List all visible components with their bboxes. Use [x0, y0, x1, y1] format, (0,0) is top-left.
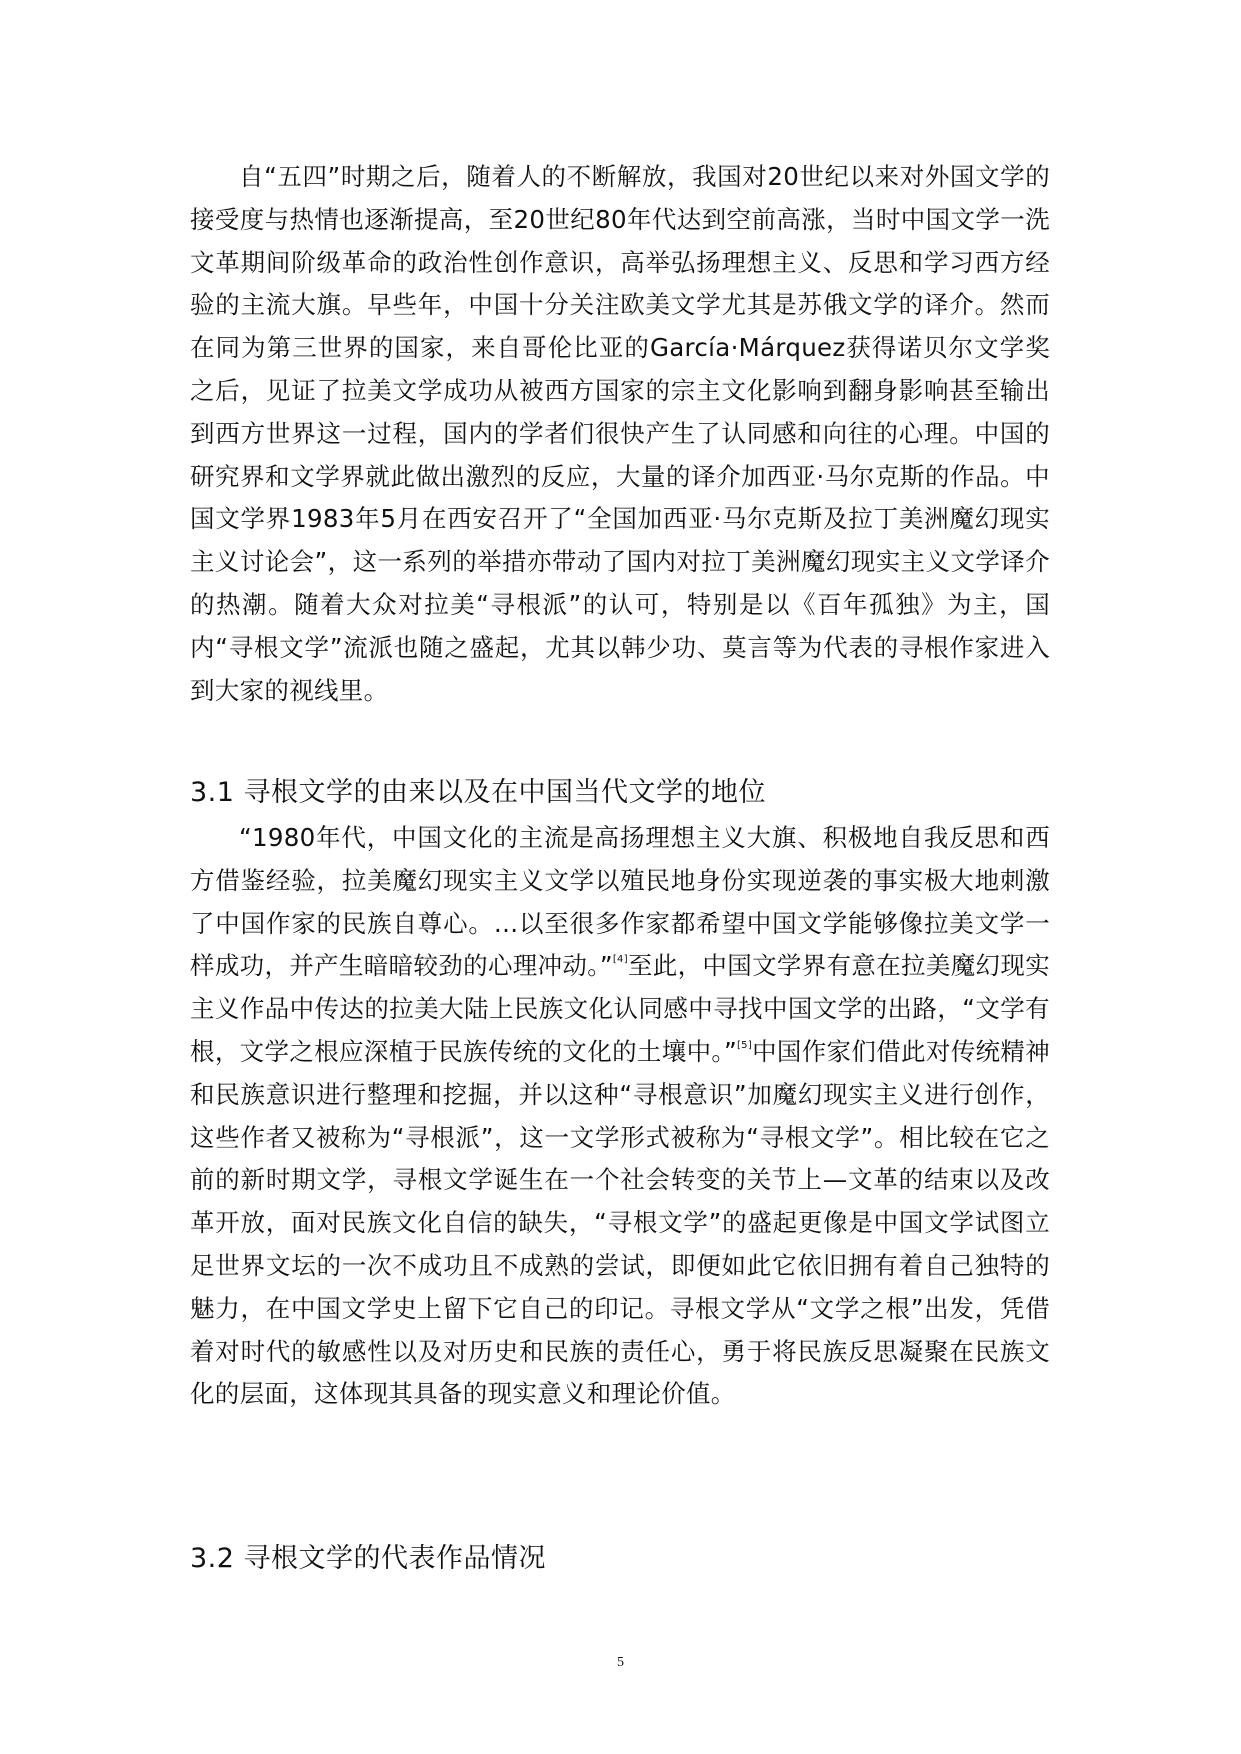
body-paragraph: [190, 817, 1050, 1416]
body-paragraph: 自“五四”时期之后，随着人的不断解放，我国对20世纪以来对外国文学的接受度与热情也逐渐提高，至20世纪80年代达到空前高涨，当时中国文学一洗文革期间阶级革命的政治性创作意识，高举弘扬理想主义、反思和学习西方经验的主流大旗。早些年，中国十分关注欧美文学尤其是苏俄文学的译介。然而在同为第三世界的国家，来自哥伦比亚的García·Márquez获得诺贝尔文学奖之后，见证了拉美文学成功从被西方国家的宗主文化影响到翻身影响甚至输出到西方世界这一过程，国内的学者们很快产生了认同感和向往的心理。中国的研究界和文学界就此做出激烈的反应，大量的译介加西亚·马尔克斯的作品。中国文学界1983年5月在西安召开了“全国加西亚·马尔克斯及拉丁美洲魔幻现实主义讨论会”，这一系列的举措亦带动了国内对拉丁美洲魔幻现实主义文学译介的热潮。随着大众对拉美“寻根派”的认可，特别是以《百年孤独》为主，国内“寻根文学”流派也随之盛起，尤其以韩少功、莫言等为代表的寻根作家进入到大家的视线里。: [190, 162, 1050, 705]
section-heading-3-1: 3.1 寻根文学的由来以及在中国当代文学的地位: [190, 777, 767, 808]
paragraph-text: 中国作家们借此对传统精神和民族意识进行整理和挖掘，并以这种“寻根意识”加魔幻现实主义进行创作，这些作者又被称为“寻根派”，这一文学形式被称为“寻根文学”。相比较在它之前的新时期文学，寻根文学诞生在一个社会转变的关节上—文革的结束以及改革开放，面对民族文化自信的缺失，“寻根文学”的盛起更像是中国文学试图立足世界文坛的一次不成功且不成熟的尝试，即便如此它依旧拥有着自己独特的魅力，在中国文学史上留下它自己的印记。寻根文学从“文学之根”出发，凭借着对时代的敏感性以及对历史和民族的责任心，勇于将民族反思凝聚在民族文化的层面，这体现其具备的现实意义和理论价值。: [190, 1036, 1050, 1409]
citation-ref: [5]: [736, 1039, 753, 1051]
section-heading-3-2: 3.2 寻根文学的代表作品情况: [190, 1543, 547, 1574]
citation-ref: [4]: [612, 954, 628, 966]
quotation-text: “1980年代，中国文化的主流是高扬理想主义大旗、积极地自我反思和西方借鉴经验，拉美魔幻现实主义文学以殖民地身份实现逆袭的事实极大地刺激了中国作家的民族自尊心。…以至很多作家都希望中国文学能够像拉美文学一样成功，并产生暗暗较劲的心理冲动。”: [190, 823, 1050, 981]
page-number: 5: [617, 1655, 624, 1670]
paragraph-text: 至此，中国文学界有意在拉美魔幻现实主义作品中传达的拉美大陆上民族文化认同感中寻找中国文学的出路，“文学有根，文学之根应深植于民族传统的文化的土壤中。”: [190, 951, 1050, 1066]
